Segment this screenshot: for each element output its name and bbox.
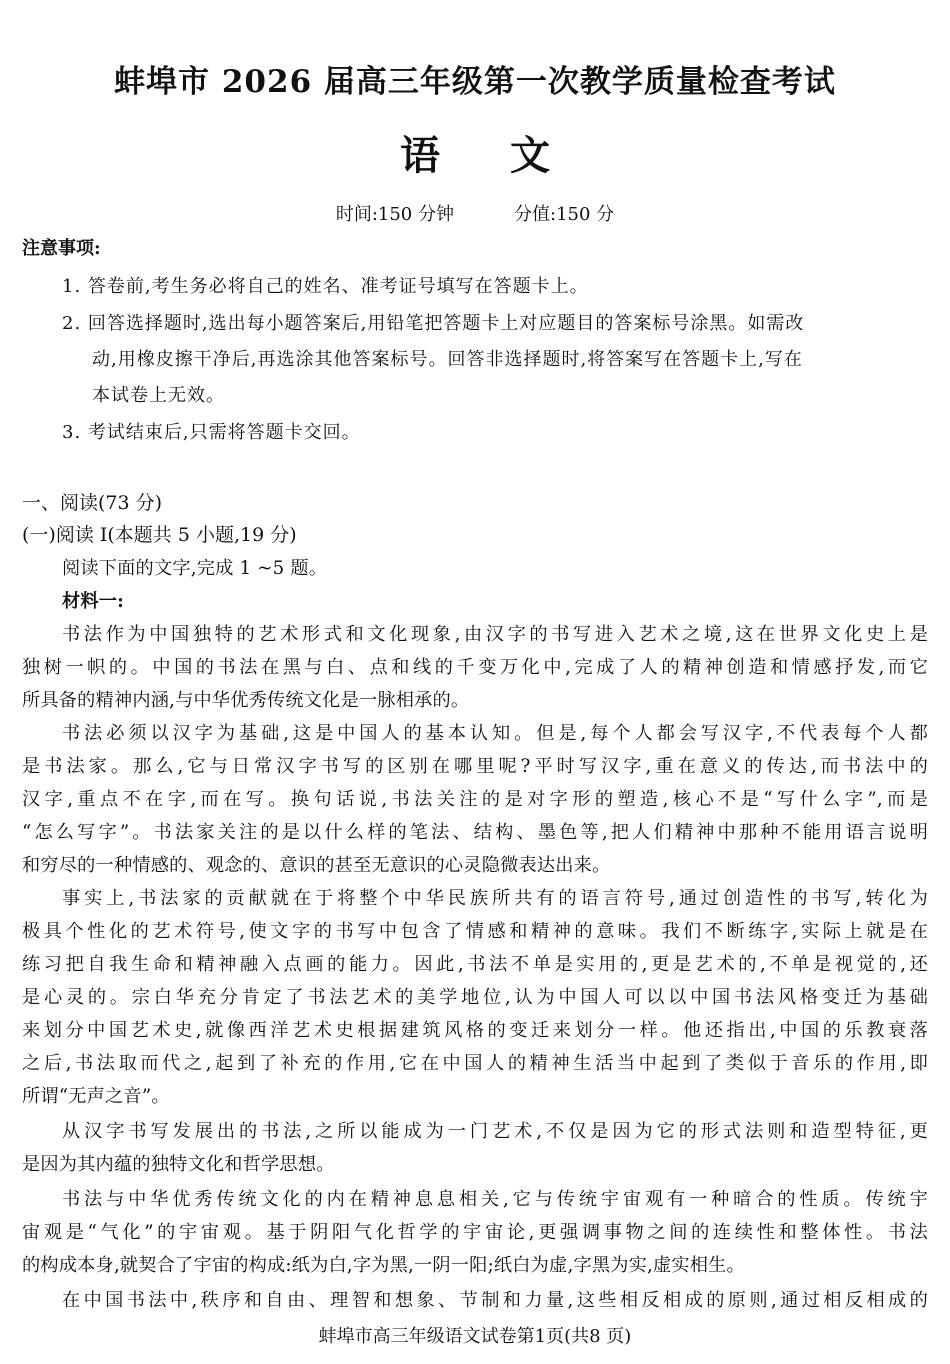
notice-item-2-end: 本试卷上无效。 [92,385,225,406]
section-part1: 一、阅读(73 分) [22,492,163,514]
passage-line: 书法作为中国独特的艺术形式和文化现象,由汉字的书写进入艺术之境,这在世界文化史上是 [62,624,928,645]
passage-line: 宙观是“气化”的宇宙观。基于阴阳气化哲学的宇宙论,更强调事物之间的连续性和整体性。书法 [22,1222,928,1243]
passage-line: 练习把自我生命和精神融入点画的能力。因此,书法不单是实用的,更是艺术的,不单是视觉的,还 [22,954,928,975]
page-footer: 蚌埠市高三年级语文试卷第1页(共8 页) [318,1326,632,1347]
passage-line: 和穷尽的一种情感的、观念的、意识的甚至无意识的心灵隐微表达出来。 [22,855,611,876]
exam-title: 蚌埠市 2026 届高三年级第一次教学质量检查考试 [114,64,836,100]
passage-line: 所具备的精神内涵,与中华优秀传统文化是一脉相承的。 [22,690,470,711]
passage-line: 的构成本身,就契合了宇宙的构成:纸为白,字为黑,一阴一阳;纸白为虚,字黑为实,虚实相生。 [22,1255,745,1276]
passage-line: 从汉字书写发展出的书法,之所以能成为一门艺术,不仅是因为它的形式法则和造型特征,更 [62,1121,928,1142]
reading-instruction: 阅读下面的文字,完成 1 ~5 题。 [62,558,328,579]
section-reading-1: (一)阅读 I(本题共 5 小题,19 分) [22,524,297,546]
passage-line: 是因为其内蕴的独特文化和哲学思想。 [22,1154,335,1175]
notice-heading: 注意事项: [22,238,101,259]
passage-line: 是书法家。那么,它与日常汉字书写的区别在哪里呢?平时写汉字,重在意义的传达,而书法中的 [22,756,928,777]
subject-title: 语文 [400,132,620,179]
notice-item-1: 1. 答卷前,考生务必将自己的姓名、准考证号填写在答题卡上。 [62,276,589,297]
passage-line: 事实上,书法家的贡献就在于将整个中华民族所共有的语言符号,通过创造性的书写,转化为 [62,888,928,909]
passage-line: 极具个性化的艺术符号,使文字的书写中包含了情感和精神的意味。我们不断练字,实际上就是在 [22,921,928,942]
exam-time: 时间:150 分钟 [335,204,454,225]
exam-meta [0,200,950,226]
passage-line: 来划分中国艺术史,就像西洋艺术史根据建筑风格的变迁来划分一样。他还指出,中国的乐教衰落 [22,1020,928,1041]
exam-score: 分值:150 分 [514,204,615,225]
passage-line: “怎么写字”。书法家关注的是以什么样的笔法、结构、墨色等,把人们精神中那种不能用语言说明 [22,822,928,843]
passage-line: 在中国书法中,秩序和自由、理智和想象、节制和力量,这些相反相成的原则,通过相反相成的 [62,1290,928,1311]
passage-line: 书法与中华优秀传统文化的内在精神息息相关,它与传统宇宙观有一种暗合的性质。传统宇 [62,1189,928,1210]
notice-item-3: 3. 考试结束后,只需将答题卡交回。 [62,422,361,443]
passage-line: 是心灵的。宗白华充分肯定了书法艺术的美学地位,认为中国人可以以中国书法风格变迁为基础 [22,987,928,1008]
notice-item-2: 2. 回答选择题时,选出每小题答案后,用铅笔把答题卡上对应题目的答案标号涂黑。如需改 [62,313,805,334]
passage-line: 所谓“无声之音”。 [22,1086,170,1107]
passage-line: 书法必须以汉字为基础,这是中国人的基本认知。但是,每个人都会写汉字,不代表每个人都 [62,723,928,744]
passage-line: 独树一帜的。中国的书法在黑与白、点和线的千变万化中,完成了人的精神创造和情感抒发,而它 [22,657,928,678]
material-label: 材料一: [62,591,125,612]
notice-item-2-cont: 动,用橡皮擦干净后,再选涂其他答案标号。回答非选择题时,将答案写在答题卡上,写在 [92,349,803,370]
passage-line: 汉字,重点不在字,而在写。换句话说,书法关注的是对字形的塑造,核心不是“写什么字”,而是 [22,789,928,810]
passage-line: 之后,书法取而代之,起到了补充的作用,它在中国人的精神生活当中起到了类似于音乐的作用,即 [22,1053,928,1074]
